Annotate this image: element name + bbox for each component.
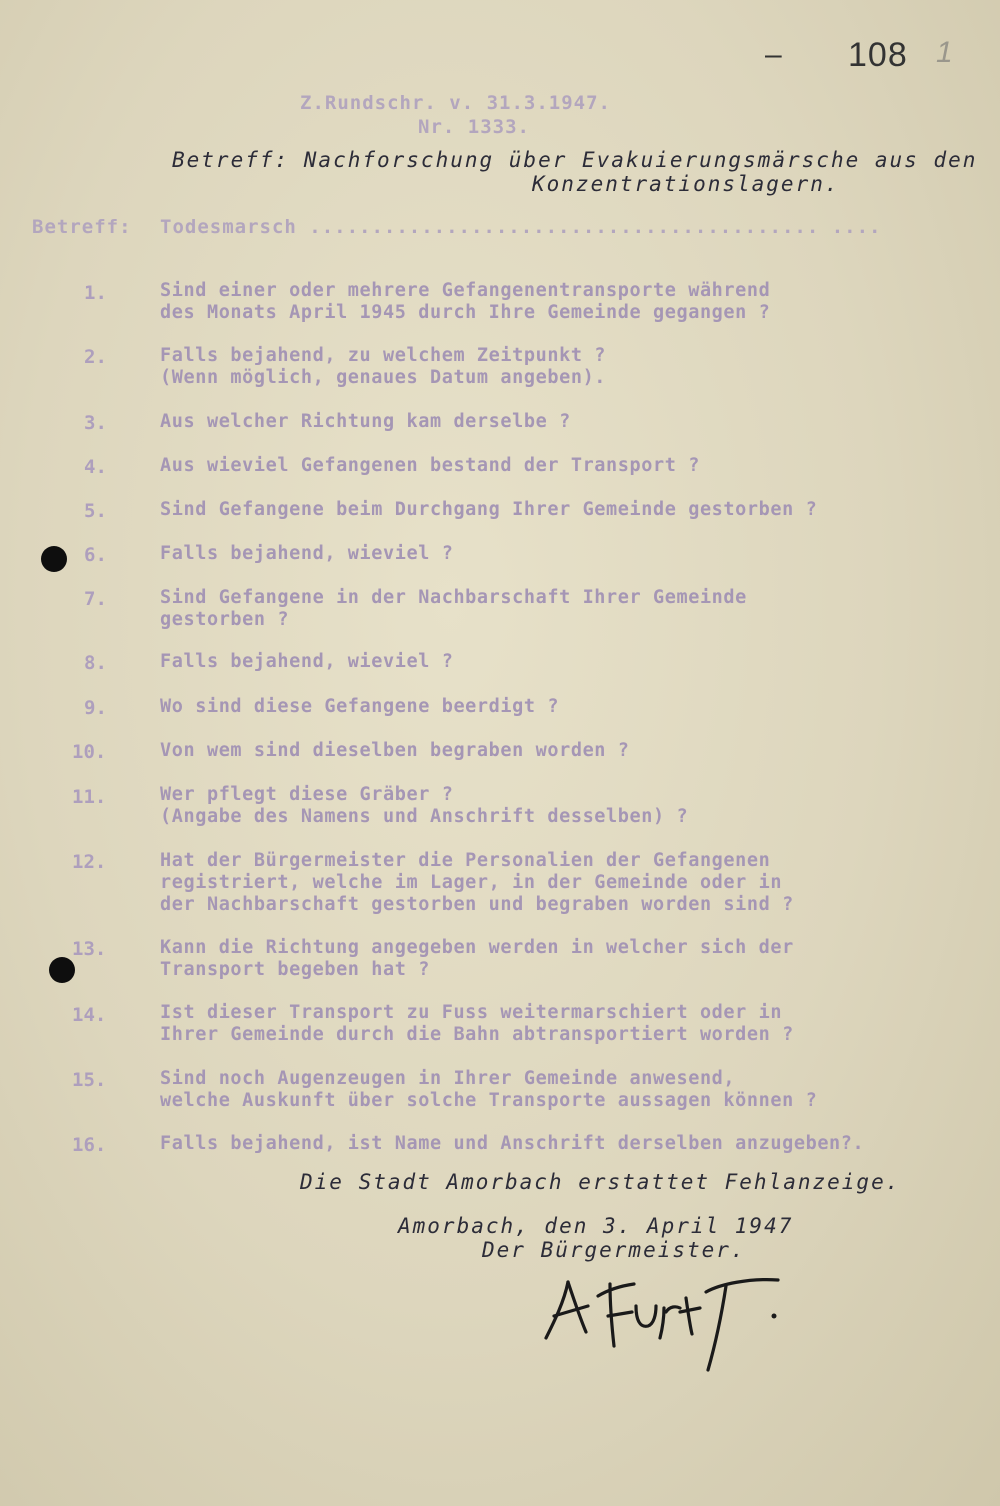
question-number: 1. xyxy=(84,282,107,304)
question-number: 5. xyxy=(84,500,107,522)
question-number: 11. xyxy=(72,786,107,808)
question-text: Sind Gefangene in der Nachbarschaft Ihrer Gemeinde gestorben ? xyxy=(160,587,747,630)
punch-hole xyxy=(49,957,75,983)
question-text: Kann die Richtung angegeben werden in welcher sich der Transport begeben hat ? xyxy=(160,937,794,980)
question-number: 3. xyxy=(84,412,107,434)
form-subject-value: Todesmarsch ......................................... .... xyxy=(160,216,882,238)
answer-text: Die Stadt Amorbach erstattet Fehlanzeige. xyxy=(300,1170,901,1194)
signature-image xyxy=(530,1262,790,1382)
place-date: Amorbach, den 3. April 1947 xyxy=(398,1214,794,1238)
question-number: 16. xyxy=(72,1134,107,1156)
page-number-pencil: 1 xyxy=(936,36,953,69)
question-number: 14. xyxy=(72,1004,107,1026)
subject-line-1: Betreff: Nachforschung über Evakuierungsmärsche aus den xyxy=(172,148,978,172)
question-text: Falls bejahend, wieviel ? xyxy=(160,543,454,564)
punch-hole xyxy=(41,546,67,572)
form-subject-label: Betreff: xyxy=(32,216,132,238)
question-text: Falls bejahend, ist Name und Anschrift derselben anzugeben?. xyxy=(160,1133,865,1154)
question-text: Wo sind diese Gefangene beerdigt ? xyxy=(160,696,560,717)
question-text: Aus wieviel Gefangenen bestand der Transport ? xyxy=(160,455,700,476)
subject-line-2: Konzentrationslagern. xyxy=(532,172,840,196)
page-number: 108 xyxy=(848,36,908,74)
question-text: Sind Gefangene beim Durchgang Ihrer Gemeinde gestorben ? xyxy=(160,499,818,520)
reference-line-1: Z.Rundschr. v. 31.3.1947. xyxy=(300,92,611,114)
question-number: 12. xyxy=(72,851,107,873)
question-text: Falls bejahend, zu welchem Zeitpunkt ? (Wenn möglich, genaues Datum angeben). xyxy=(160,345,607,388)
question-number: 8. xyxy=(84,652,107,674)
question-number: 6. xyxy=(84,544,107,566)
question-number: 4. xyxy=(84,456,107,478)
question-number: 2. xyxy=(84,346,107,368)
question-number: 9. xyxy=(84,697,107,719)
question-text: Falls bejahend, wieviel ? xyxy=(160,651,454,672)
question-number: 15. xyxy=(72,1069,107,1091)
question-number: 10. xyxy=(72,741,107,763)
page-dash: – xyxy=(765,38,782,71)
reference-line-2: Nr. 1333. xyxy=(418,116,530,138)
question-text: Von wem sind dieselben begraben worden ? xyxy=(160,740,630,761)
question-number: 7. xyxy=(84,588,107,610)
question-text: Aus welcher Richtung kam derselbe ? xyxy=(160,411,571,432)
question-text: Hat der Bürgermeister die Personalien der Gefangenen registriert, welche im Lager, in der Gemeinde oder in der Nachbarschaft gestorben und begraben worden sind ? xyxy=(160,850,794,915)
question-text: Sind einer oder mehrere Gefangenentransporte während des Monats April 1945 durch Ihre Gemeinde gegangen ? xyxy=(160,280,771,323)
signatory-title: Der Bürgermeister. xyxy=(482,1238,746,1262)
question-text: Wer pflegt diese Gräber ? (Angabe des Namens und Anschrift desselben) ? xyxy=(160,784,689,827)
question-text: Ist dieser Transport zu Fuss weitermarschiert oder in Ihrer Gemeinde durch die Bahn abtransportiert worden ? xyxy=(160,1002,794,1045)
question-number: 13. xyxy=(72,938,107,960)
question-text: Sind noch Augenzeugen in Ihrer Gemeinde anwesend, welche Auskunft über solche Transporte aussagen können ? xyxy=(160,1068,818,1111)
